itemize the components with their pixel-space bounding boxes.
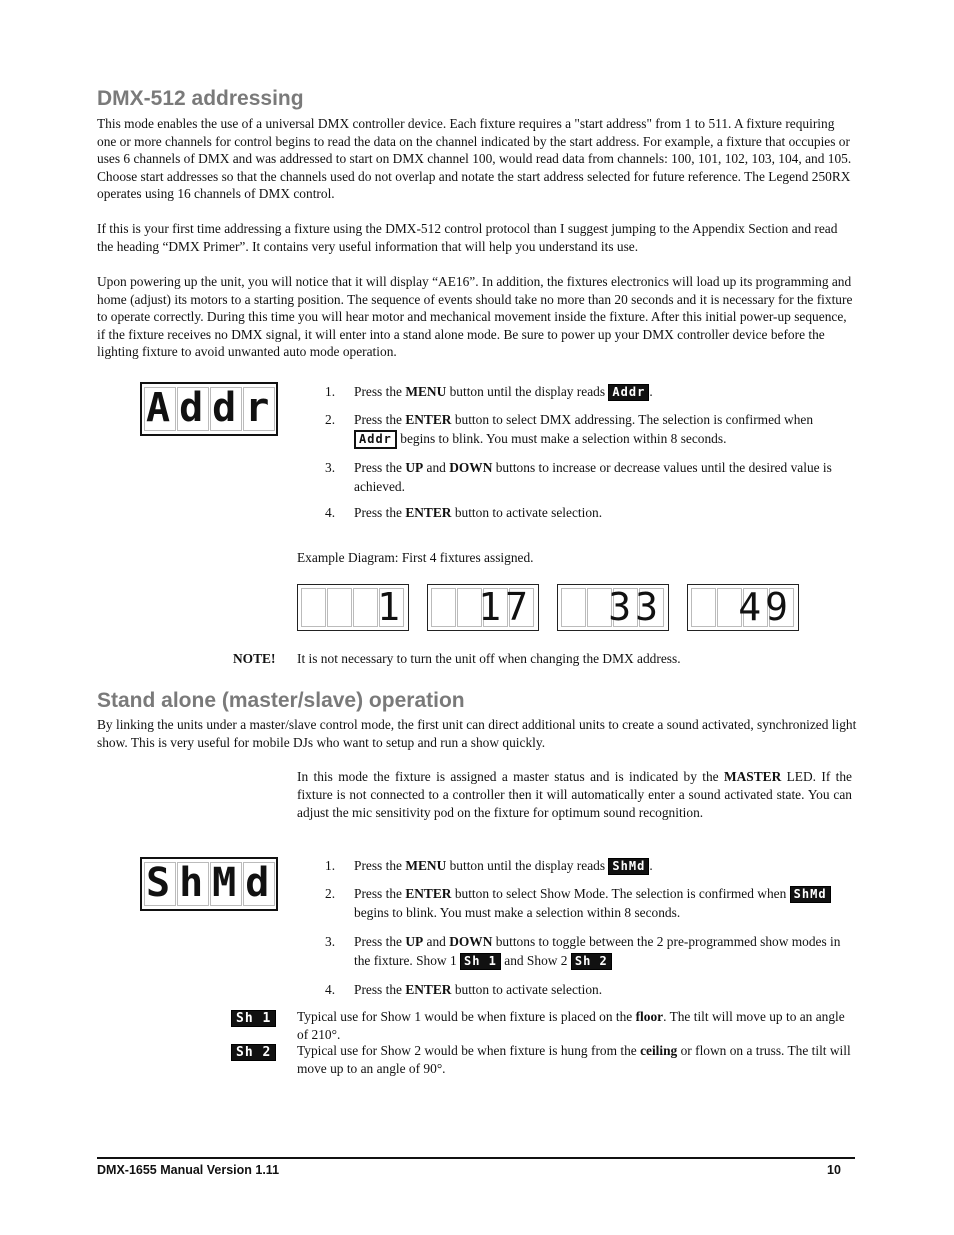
down-button-label: DOWN	[449, 934, 493, 949]
paragraph-text: . The tilt will move up to an angle of 210°.	[297, 1009, 845, 1042]
lcd-example-3	[557, 584, 669, 631]
lcd-example-2	[427, 584, 539, 631]
section-heading-dmx-addressing: DMX-512 addressing	[97, 87, 304, 110]
power-up-paragraph: Upon powering up the unit, you will notice that it will display “AE16”. In addition, the fixtures electronics will load up its programming and home (adjust) its motors to a starting position. The sequence of events should take no more than 20 seconds and it is necessary for the fixture to operate correctly. During this time you will hear motor and mechanical movement inside the fixture. After this initial power-up sequence, if the fixture receives no DMX signal, it will enter into a stand alone mode. Be sure to power up your DMX controller device before the lighting fixture to avoid unwanted auto mode operation.	[97, 274, 853, 360]
lcd-example-value: 1	[377, 585, 400, 629]
master-slave-intro-paragraph: By linking the units under a master/slave control mode, the first unit can direct additional units to create a sound activated, synchronized light show. This is very useful for mobile DJs who want to setup and run a show quickly.	[97, 717, 857, 750]
lcd-inline-sh2: Sh 2	[571, 953, 612, 970]
lcd-cell	[353, 588, 378, 627]
step-text: button until the display reads	[446, 384, 609, 399]
step-text: and	[423, 934, 450, 949]
show1-lcd-badge	[231, 1009, 276, 1027]
master-led-label: MASTER	[723, 769, 782, 784]
step-text: Press the	[354, 886, 406, 901]
dmx-intro-paragraph: This mode enables the use of a universal DMX controller device. Each fixture requires a "start address" from 1 to 511. A fixture requiring one or more channels for control begins to read the data on the channel indicated by the start address. For example, a fixture that occupies or uses 6 channels of DMX and was addressed to start on DMX channel 100, would read data from channels: 100, 101, 102, 103, 104, and 105. Choose start addresses so that the channels used do not overlap and notate the start address selected for future reference. The Legend 250RX operates using 16 channels of DMX control.	[97, 116, 852, 202]
show2-lcd-badge	[231, 1043, 276, 1061]
lcd-display-addr	[140, 382, 278, 436]
step-number: 1.	[325, 858, 336, 873]
step-number: 2.	[325, 886, 336, 901]
step-text: Press the	[354, 858, 406, 873]
step-text: Press the	[354, 934, 406, 949]
menu-button-label: MENU	[405, 384, 447, 399]
menu-button-label: MENU	[405, 858, 447, 873]
step-number: 1.	[325, 384, 336, 399]
step-text: buttons to toggle between the 2 pre-programmed show modes in the fixture. Show 1	[354, 934, 841, 968]
step-number: 3.	[325, 460, 336, 475]
lcd-inline-sh1: Sh 1	[231, 1010, 276, 1027]
step-text: Press the	[354, 412, 406, 427]
step-number: 4.	[325, 982, 336, 997]
step-text: begins to blink. You must make a selection within 8 seconds.	[396, 430, 727, 446]
step-text: button to activate selection.	[451, 982, 603, 997]
lcd-example-value: 33	[608, 585, 662, 629]
lcd-cell	[691, 588, 716, 627]
paragraph-text: or flown on a truss. The tilt will move up to an angle of 90°.	[297, 1043, 851, 1076]
lcd-example-value: 49	[738, 585, 792, 629]
step-number: 2.	[325, 412, 336, 427]
step-text: button until the display reads	[446, 858, 609, 873]
step-number: 4.	[325, 505, 336, 520]
lcd-example-1	[297, 584, 409, 631]
step-text: Press the	[354, 505, 406, 520]
step-text: button to activate selection.	[451, 505, 603, 520]
paragraph-text: Typical use for Show 2 would be when fixture is hung from the	[297, 1043, 641, 1058]
lcd-big-text: ShMd	[146, 860, 279, 906]
enter-button-label: ENTER	[405, 982, 452, 997]
note-text: It is not necessary to turn the unit off when changing the DMX address.	[297, 651, 681, 666]
section-heading-stand-alone: Stand alone (master/slave) operation	[97, 689, 465, 712]
ceiling-label: ceiling	[640, 1043, 678, 1058]
floor-label: floor	[635, 1009, 664, 1024]
dmx-primer-paragraph: If this is your first time addressing a fixture using the DMX-512 control protocol than I suggest jumping to the Appendix Section and read the heading “DMX Primer”. It contains very useful information that will help you understand its use.	[97, 221, 838, 254]
enter-button-label: ENTER	[405, 412, 452, 427]
step-text: Press the	[354, 384, 406, 399]
step-text: Press the	[354, 460, 406, 475]
lcd-cell	[431, 588, 456, 627]
lcd-inline-sh1: Sh 1	[460, 953, 501, 970]
lcd-example-4	[687, 584, 799, 631]
paragraph-text: Typical use for Show 1 would be when fixture is placed on the	[297, 1009, 636, 1024]
lcd-inline-addr: Addr	[354, 430, 397, 449]
lcd-example-value: 17	[478, 585, 532, 629]
up-button-label: UP	[405, 460, 424, 475]
step-text: and	[423, 460, 450, 475]
show2-description	[297, 1042, 852, 1078]
show1-description	[297, 1008, 852, 1043]
lcd-inline-sh2: Sh 2	[231, 1044, 276, 1061]
footer-rule	[97, 1157, 855, 1159]
step-text: button to select DMX addressing. The selection is confirmed when	[451, 412, 814, 427]
lcd-inline-addr: Addr	[608, 384, 649, 401]
footer-title: DMX-1655 Manual Version 1.11	[97, 1163, 280, 1177]
up-button-label: UP	[405, 934, 424, 949]
enter-button-label: ENTER	[405, 505, 452, 520]
down-button-label: DOWN	[449, 460, 493, 475]
master-status-paragraph	[297, 768, 852, 823]
example-caption: Example Diagram: First 4 fixtures assigned.	[297, 550, 534, 565]
lcd-cell	[561, 588, 586, 627]
enter-button-label: ENTER	[405, 886, 452, 901]
lcd-inline-shmd: ShMd	[608, 858, 649, 875]
lcd-cell	[327, 588, 352, 627]
step-text: Press the	[354, 982, 406, 997]
lcd-inline-shmd: ShMd	[790, 886, 831, 903]
lcd-cell	[301, 588, 326, 627]
step-text: buttons to increase or decrease values until the desired value is achieved.	[354, 460, 832, 494]
step-text: button to select Show Mode. The selection is confirmed when	[451, 886, 790, 901]
page-number: 10	[827, 1163, 841, 1177]
paragraph-text: In this mode the fixture is assigned a master status and is indicated by the	[297, 769, 724, 784]
lcd-big-text: Addr	[146, 385, 279, 431]
step-number: 3.	[325, 934, 336, 949]
step-text: .	[649, 384, 653, 399]
step-text: and Show 2	[500, 952, 571, 968]
lcd-display-shmd	[140, 857, 278, 911]
note-label: NOTE!	[233, 651, 276, 666]
paragraph-text: LED. If the fixture is not connected to a controller then it will automatically enter a sound activated state. You can adjust the mic sensitivity pod on the fixture for optimum sound recognition.	[297, 769, 852, 821]
step-text: begins to blink. You must make a selection within 8 seconds.	[354, 904, 681, 920]
step-text: .	[649, 858, 653, 873]
